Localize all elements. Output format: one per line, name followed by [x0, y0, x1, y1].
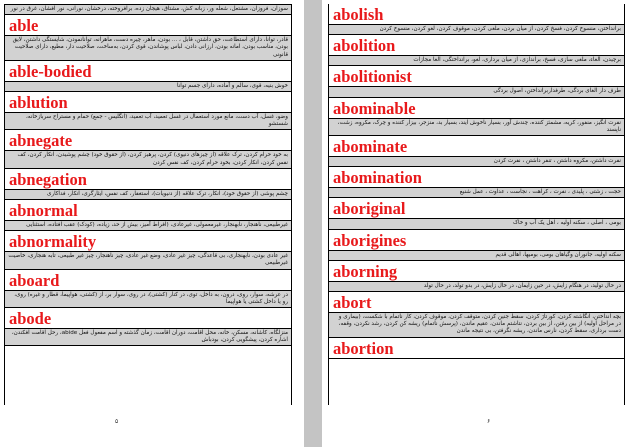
definition: در عرشه، سوار، روی، درون، به داخل، توی، در کنار (کشتی)، در روی، سوار بر، از (کشتی، هواپیما، قطار و غیره) روی، رو یا داخل کشتی یا هواپیما	[5, 291, 291, 308]
headword: abomination	[329, 167, 624, 188]
right-column	[328, 4, 625, 405]
page-number: ۶	[487, 418, 491, 425]
headword: abnormal	[5, 200, 291, 221]
headword: abominate	[329, 136, 624, 157]
definition: بومی ، اصلی ، سکنه اولیه ، اهل یک آب و خاک	[329, 219, 624, 229]
definition: بچه انداختن، انگاشته کردن، کورتاژ کردن، سقط جنین کردن، متوقف کردن، موقوف کردن، کار ناتمام با شکست، (بیماری و در مراحل اولیه) از بین رفتن، از بین بردن، نتاشتم ماندن، عقیم ماندن، (پرسش ناتمام) ریشه کن کردن، رشد نکردن، وقفه، دست برداری، سقط کردن، نارس ماندن، ریشه نگرفتن، بی نتیجه ماندن	[329, 313, 624, 338]
definition: غیرطبیعی، ناهنجار، نابهنجار، غیرمعمولی، غیرعادی، (افراط آمیز، بیش از حد، زیاده، (کودک) عقب افتاده، استثنایی	[5, 221, 291, 231]
entry-able-bodied	[5, 61, 291, 92]
headword: aborigines	[329, 230, 624, 251]
entry-abolish	[329, 4, 624, 35]
entry-abnegate	[5, 130, 291, 168]
headword: able	[5, 15, 291, 36]
definition: به خود حرام کردن، ترک علاقه (از چیزهای دنیوی) کردن، پرهیز کردن، (از حقوق خود) چشم پوشیدن، انکار کردن، کف نفس کردن، انکار کردن، بخود حرام کردن، کف نفس کردن	[5, 151, 291, 168]
headword: abort	[329, 292, 624, 313]
right-page	[322, 0, 640, 447]
entry-abominate	[329, 136, 624, 167]
definition: نفرت داشتن، مکروه داشتن ، تنفر داشتن ، نفرت کردن	[329, 157, 624, 167]
entry-abort	[329, 292, 624, 338]
entry-aborigines	[329, 230, 624, 261]
entry-abortion	[329, 338, 624, 359]
entry-aboriginal	[329, 198, 624, 229]
definition: قادر، توانا، دارای استطاعت، حق داشتن، قابل ، ... بودن، ماهر، چیره دست، ماهرانه، توانانمودن، شایستگی داشتن، لایق بودن، مناسب بودن، امانه بودن، ارزانی دادن، لباس پوشاندن، قوی کردن، به‌ساخت، صلاحیت دار، مطیع، دارای صلاحیت قانونی	[5, 36, 291, 61]
headword: abolition	[329, 35, 624, 56]
headword: abolitionist	[329, 66, 624, 87]
definition: خوش بنیه، قوی، سالم و آماده، دارای جسم توانا	[5, 82, 291, 92]
definition: سکنه اولیه، جانوران وگیاهان بومی، بومیها، اهالی قدیم	[329, 251, 624, 261]
headword: abode	[5, 308, 291, 329]
definition: غیر عادی بودن، نابهنجاری، بی قاعدگی، چیز غیر عادی، وضع غیر عادی، چیز ناهنجار، چیز غیر طبیعی، تابه هنجاری، خاصیت غیرطبیعی	[5, 252, 291, 269]
entry-aboard	[5, 270, 291, 308]
headword: aboard	[5, 270, 291, 291]
headword: abnegation	[5, 169, 291, 190]
headword: aborning	[329, 261, 624, 282]
entry-abnormality	[5, 231, 291, 269]
entry-aborning	[329, 261, 624, 292]
entry-abode	[5, 308, 291, 346]
entry-abolition	[329, 35, 624, 66]
headword: abnegate	[5, 130, 291, 151]
definition: منزلگاه، کاشانه، مسکن، خانه، محل اقامت، دوران اقامت، زمان گذشته و اسم مفعول فعل abide، رحل اقامت افکندن، اشاره کردن، پیشگویی کردن، بودباش	[5, 329, 291, 346]
headword: abortion	[329, 338, 624, 359]
headword: ablution	[5, 92, 291, 113]
continued-definition: سوزان، فروزان، مشتعل، شعله ور، زبانه کش، مشتاق، هیجان زده، برافروخته، درخشان، نورانی، نور افشان، غرق در نور	[5, 4, 291, 15]
definition: حجت ، زشتی ، پلیدی ، نفرت ، کراهت ، نجاست ، عداوت ، عمل شنیع	[329, 188, 624, 198]
definition: برانداختن، منسوخ کردن، فسخ کردن، از میان بردن، ملغی کردن، موقوف کردن، لغو کردن، منسوخ کردن	[329, 25, 624, 35]
entry-abolitionist	[329, 66, 624, 97]
entry-abnegation	[5, 169, 291, 200]
left-page	[0, 0, 304, 447]
definition: وضو، غسل، آب دست، مانع مورد استعمال در غسل تعمید، آب تعمید، (انگلیس - جمع) حمام و مستراح سربازخانه، شستشو	[5, 113, 291, 130]
definition: نفرت انگیز، منفور، کریه، مشمئز کننده، چندش آور، بسیار ناخوش ایند، بسیار بد، منزجر، بیزار کننده و چرک، مکروه، زشت، ناپسند	[329, 119, 624, 136]
entry-abomination	[329, 167, 624, 198]
headword: able-bodied	[5, 61, 291, 82]
headword: abominable	[329, 98, 624, 119]
entry-abominable	[329, 98, 624, 136]
entry-able	[5, 15, 291, 61]
headword: abnormality	[5, 231, 291, 252]
headword: abolish	[329, 4, 624, 25]
left-column	[4, 4, 292, 405]
page-number: ۵	[115, 418, 119, 425]
headword: aboriginal	[329, 198, 624, 219]
definition: طرف دار الغای بردگی، طرفداربرانداختن، اصول بردگی	[329, 87, 624, 97]
definition: برچیدن، الغاء، ملغی سازی، فسخ، براندازی، از میان برداری، لغو، برانداختگی، الغا مجازات	[329, 56, 624, 66]
entry-abnormal	[5, 200, 291, 231]
definition: چشم پوشی (از حقوق خود)، انکار، ترک علاقه (از دنیویات)، استغفار، کف نفس، ایثارگری، انکار، فداکاری	[5, 190, 291, 200]
definition: در حال تولید، در هنگام زایش، در حین زایمان، در حال زایش، در بدو تولد، در حال تولد	[329, 282, 624, 292]
entry-ablution	[5, 92, 291, 130]
